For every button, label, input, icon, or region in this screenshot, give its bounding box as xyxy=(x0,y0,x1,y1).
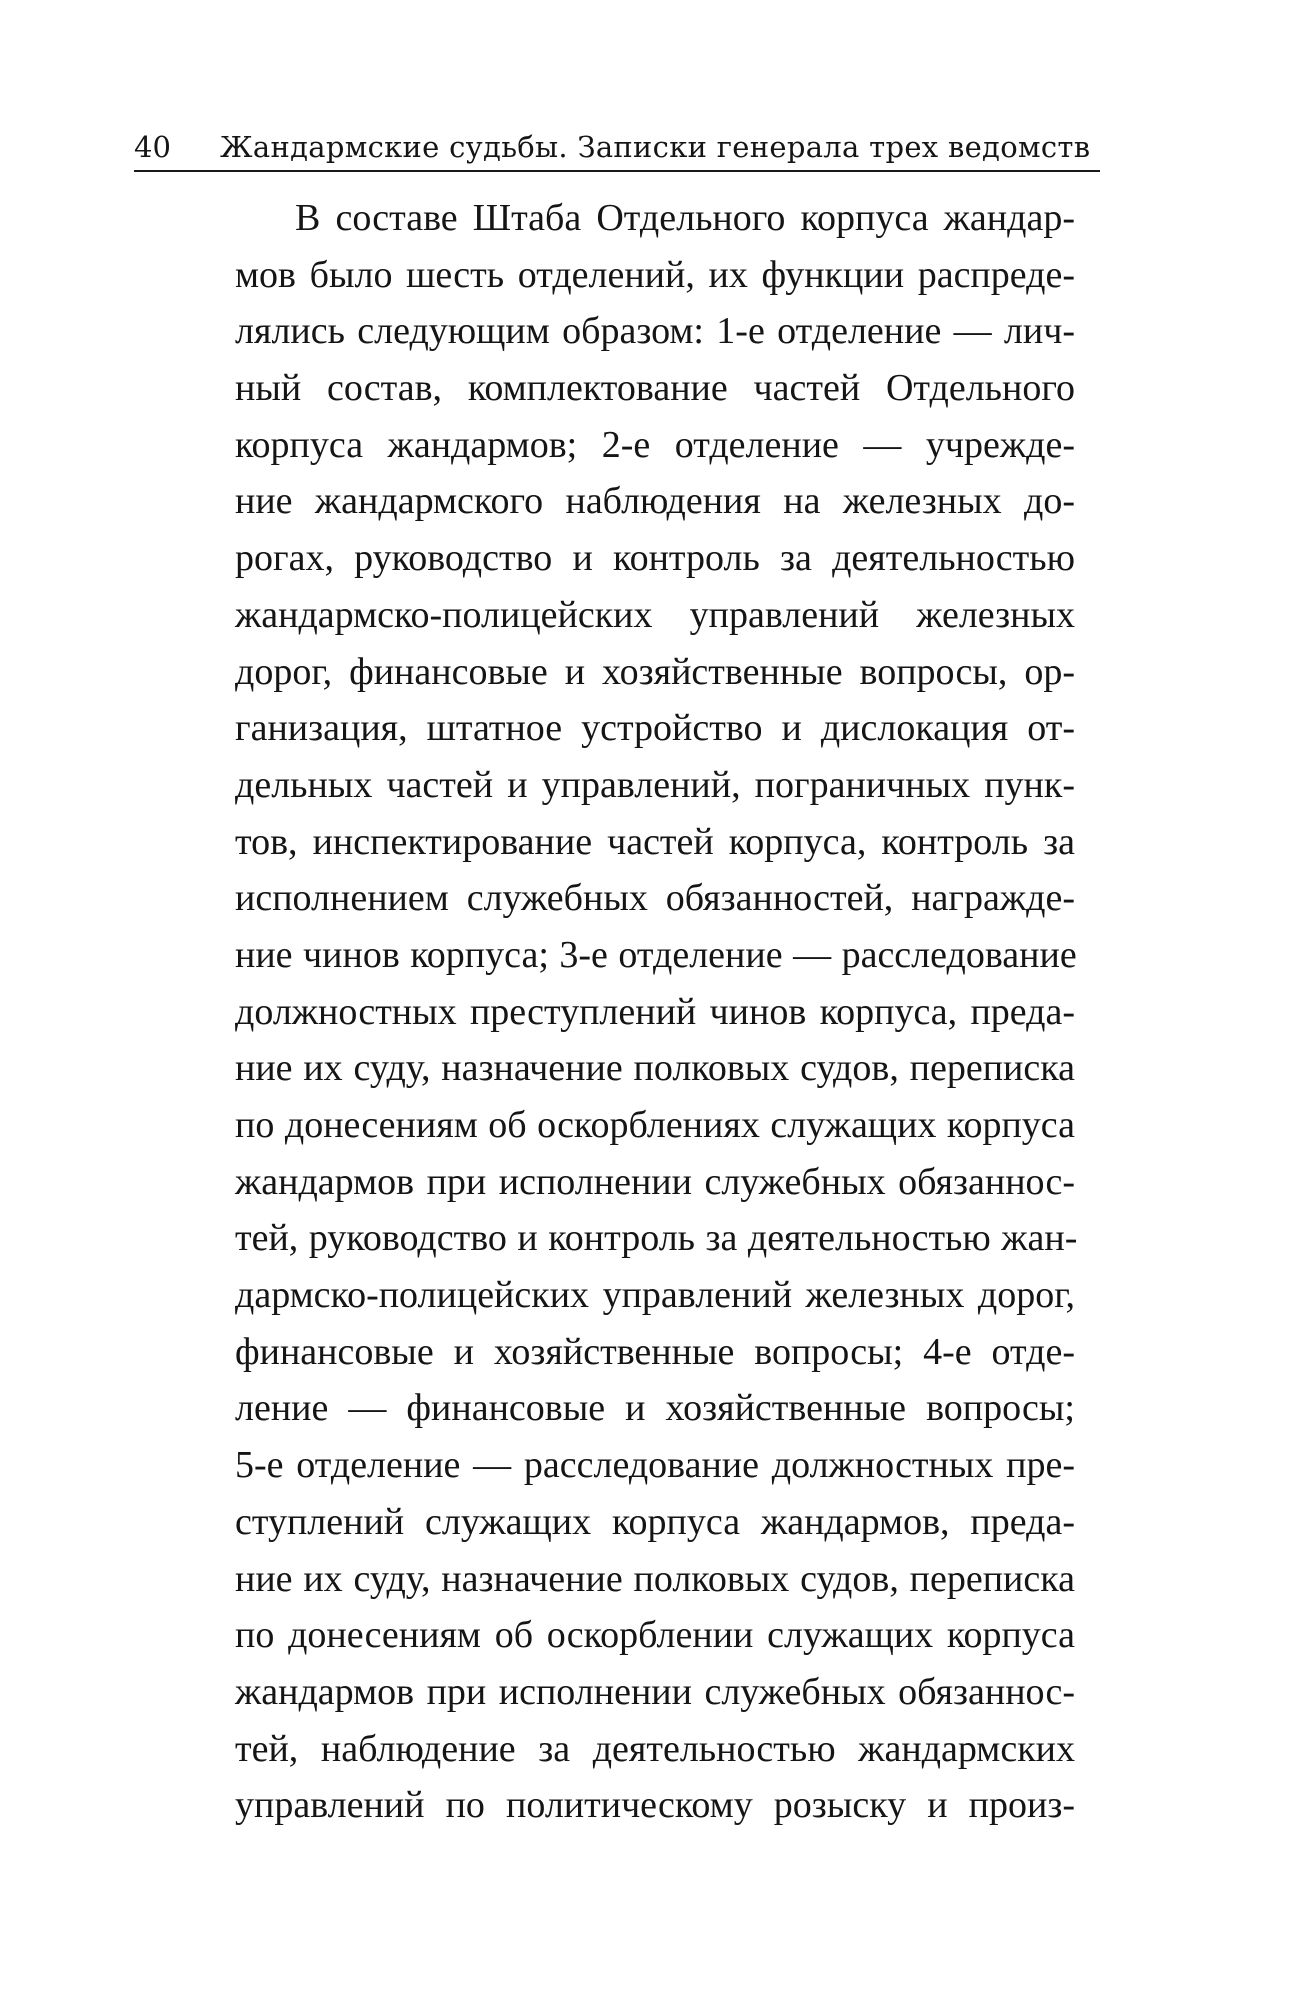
text-line: по донесениям об оскорблении служащих корпуса xyxy=(235,1614,1075,1657)
text-line: исполнением служебных обязанностей, награжде- xyxy=(235,877,1075,920)
book-title: Жандармские судьбы. Записки генерала трех ведомств xyxy=(220,130,1091,164)
text-line: жандармско-полицейских управлений железных xyxy=(235,593,1075,636)
text-line: ление — финансовые и хозяйственные вопросы; xyxy=(235,1387,1075,1430)
body-text xyxy=(235,190,1078,1834)
text-line: финансовые и хозяйственные вопросы; 4-е отде- xyxy=(235,1330,1075,1373)
text-line: дельных частей и управлений, пограничных пунк- xyxy=(235,763,1075,806)
text-line: ный состав, комплектование частей Отдельного xyxy=(235,367,1075,410)
text-line: дорог, финансовые и хозяйственные вопросы, ор- xyxy=(235,650,1075,693)
text-line: ние их суду, назначение полковых судов, переписка xyxy=(235,1047,1075,1090)
text-line: должностных преступлений чинов корпуса, преда- xyxy=(235,990,1075,1033)
text-line: 5-е отделение — расследование должностных пре- xyxy=(235,1444,1075,1487)
text-line: тей, наблюдение за деятельностью жандармских xyxy=(235,1727,1075,1770)
text-line: по донесениям об оскорблениях служащих корпуса xyxy=(235,1104,1075,1146)
text-line: мов было шесть отделений, их функции распреде- xyxy=(235,253,1075,296)
text-line: лялись следующим образом: 1-е отделение — лич- xyxy=(235,310,1075,353)
text-line: ние жандармского наблюдения на железных до- xyxy=(235,480,1075,523)
text-line: корпуса жандармов; 2-е отделение — учрежде- xyxy=(235,423,1075,466)
text-line: тей, руководство и контроль за деятельностью жан- xyxy=(235,1217,1078,1260)
text-line: дармско-полицейских управлений железных дорог, xyxy=(235,1274,1075,1317)
text-line: рогах, руководство и контроль за деятельностью xyxy=(235,537,1075,580)
text-line: ганизация, штатное устройство и дислокация от- xyxy=(235,707,1075,750)
text-line: ступлений служащих корпуса жандармов, преда- xyxy=(235,1500,1075,1543)
running-head xyxy=(134,124,1100,172)
text-line: В составе Штаба Отдельного корпуса жандар- xyxy=(295,197,1075,239)
text-line: жандармов при исполнении служебных обязаннос- xyxy=(235,1670,1075,1713)
page-number: 40 xyxy=(134,130,171,164)
text-line: тов, инспектирование частей корпуса, контроль за xyxy=(235,820,1075,863)
text-line: ние их суду, назначение полковых судов, переписка xyxy=(235,1557,1075,1600)
text-line: жандармов при исполнении служебных обязаннос- xyxy=(235,1160,1075,1203)
text-line: управлений по политическому розыску и произ- xyxy=(235,1784,1075,1827)
text-line: ние чинов корпуса; 3-е отделение — расследование xyxy=(235,933,1077,976)
